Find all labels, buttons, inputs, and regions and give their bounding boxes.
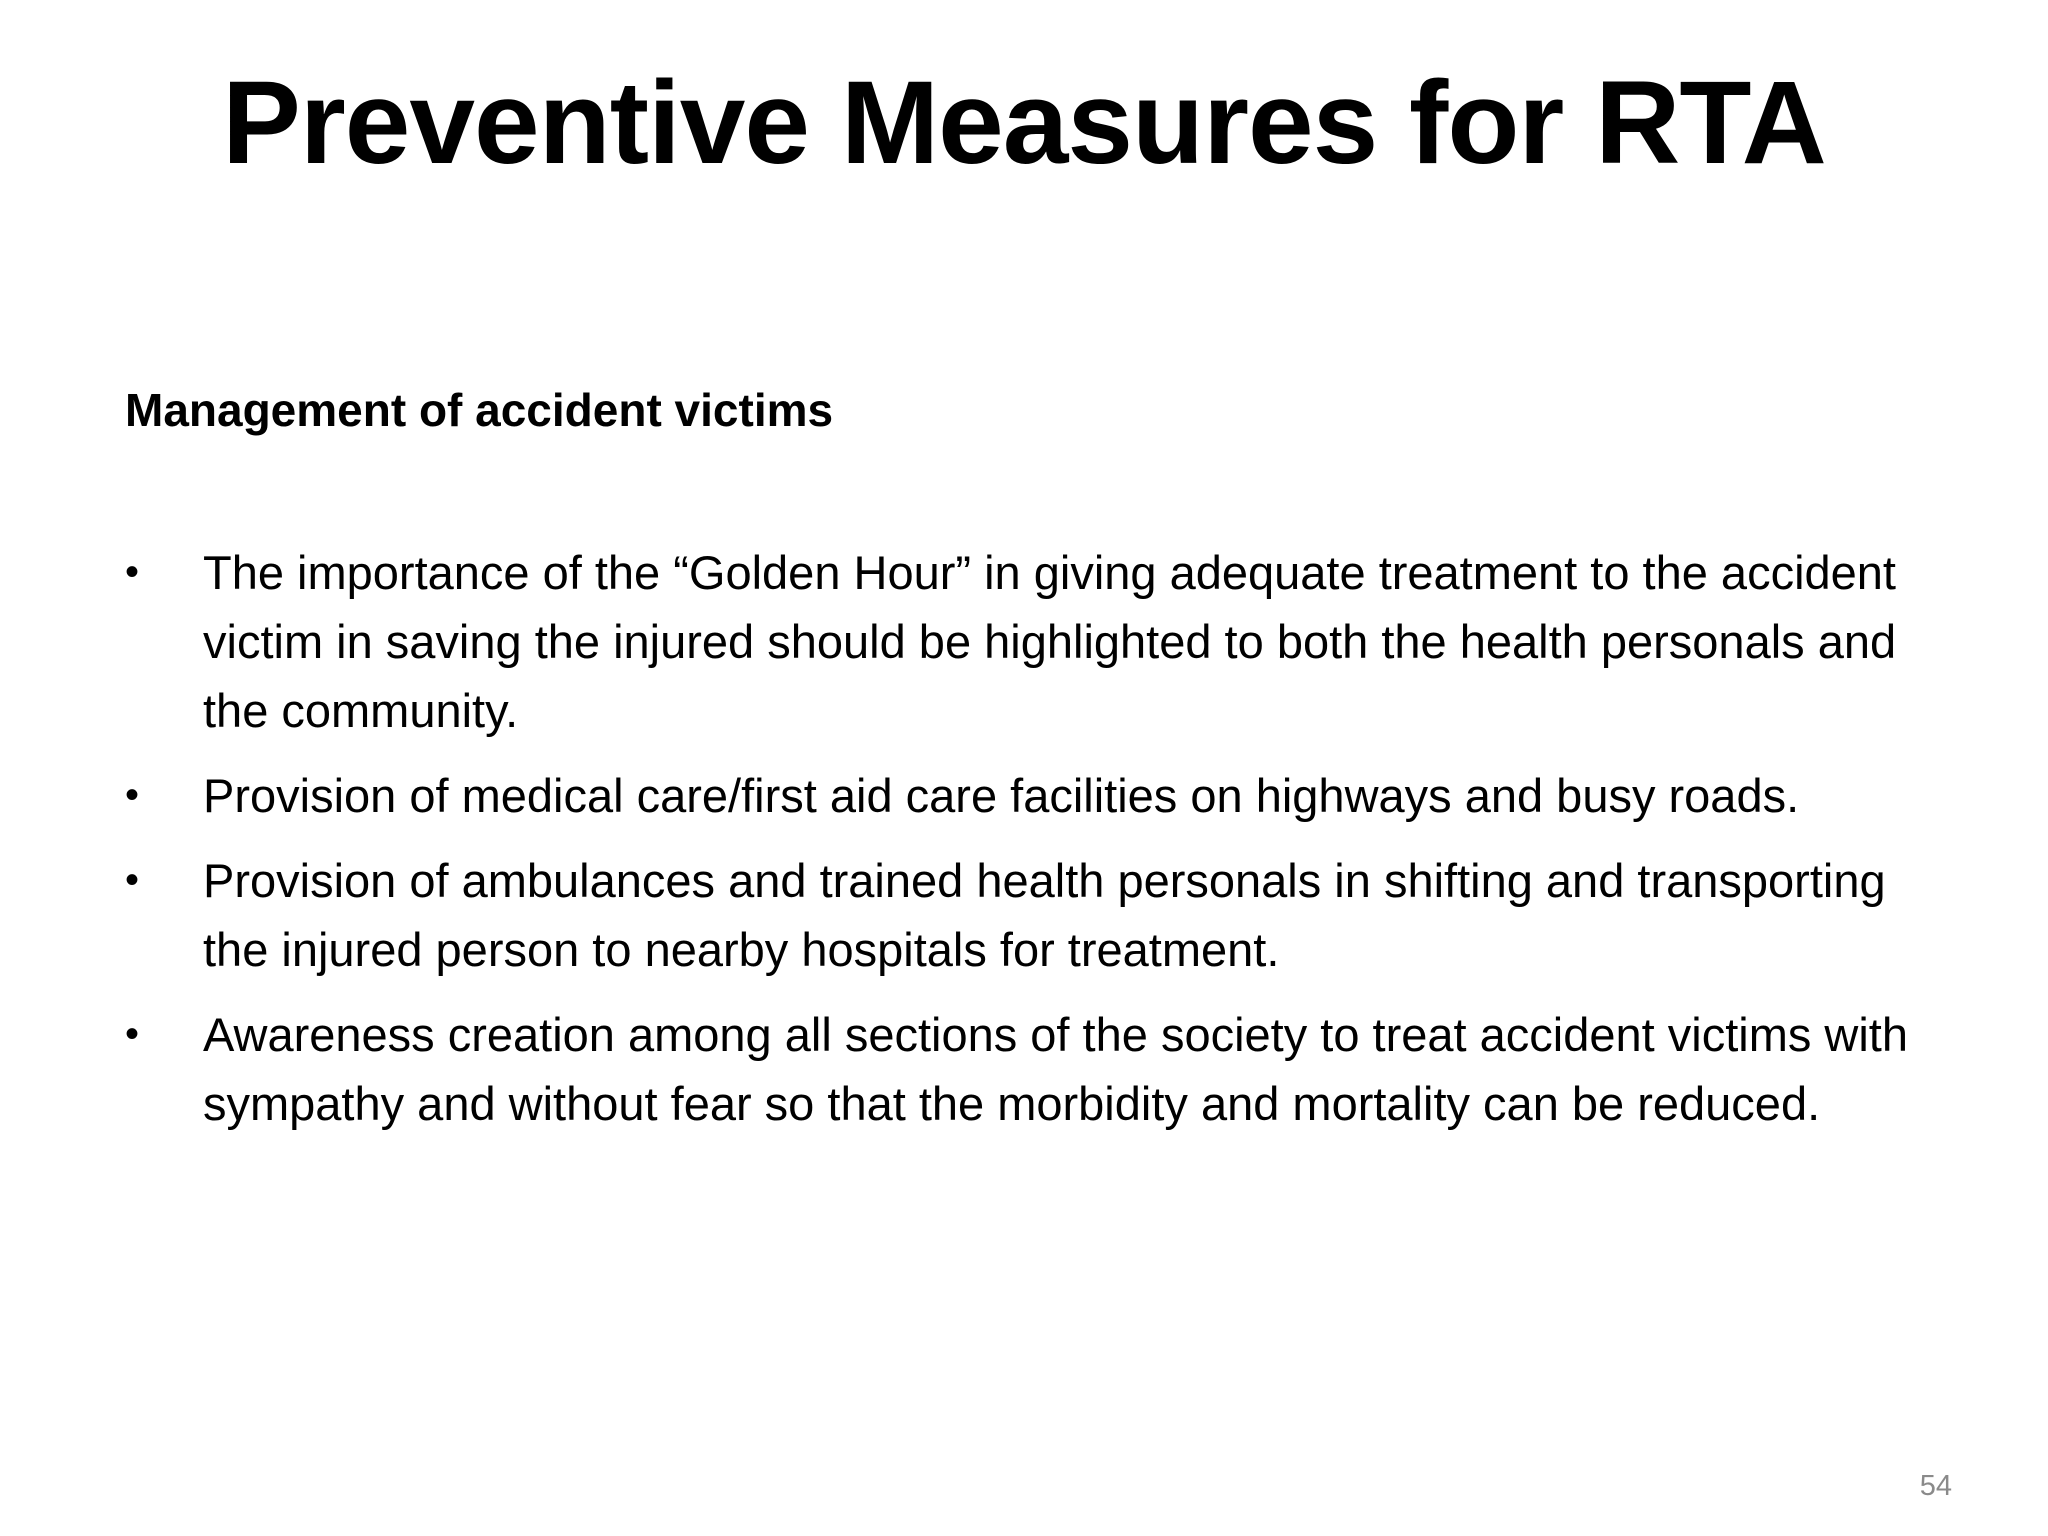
bullet-icon: • [125,773,140,817]
bullet-icon: • [125,550,140,594]
section-heading: Management of accident victims [125,384,834,436]
bullet-text: Provision of ambulances and trained health personals in shifting and transporting the injured person to nearby hospitals for treatment. [203,854,1886,976]
bullet-text: Awareness creation among all sections of the society to treat accident victims with sympathy and without fear so that the morbidity and mortality can be reduced. [203,1008,1908,1130]
bullet-text: The importance of the “Golden Hour” in giving adequate treatment to the accident victim in saving the injured should be highlighted to both the health personals and the community. [203,546,1897,737]
slide-title: Preventive Measures for RTA [222,57,1826,189]
page-number: 54 [1919,1470,1952,1502]
bullet-list [125,538,1955,1154]
bullet-item-first-aid [125,761,1955,830]
bullet-item-awareness [125,1000,1955,1138]
bullet-icon: • [125,858,140,902]
bullet-item-golden-hour [125,538,1955,745]
bullet-item-ambulances [125,846,1955,984]
bullet-text: Provision of medical care/first aid care facilities on highways and busy roads. [203,769,1800,822]
bullet-icon: • [125,1012,140,1056]
